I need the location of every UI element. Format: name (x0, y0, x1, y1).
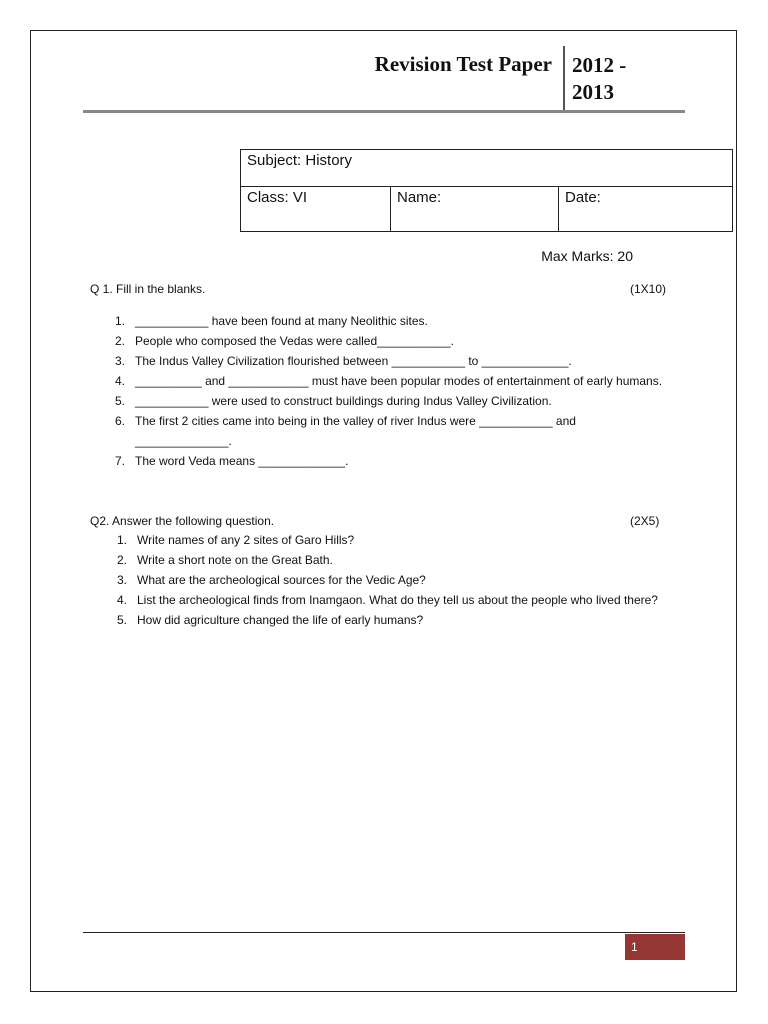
class-cell: Class: VI (241, 187, 391, 232)
page-number: 1 (625, 934, 685, 960)
list-item: 2. Write a short note on the Great Bath. (116, 553, 333, 567)
date-cell: Date: (559, 187, 733, 232)
academic-year-line1: 2012 - (572, 53, 627, 77)
list-item: 3. What are the archeological sources for the Vedic Age? (116, 573, 426, 587)
page-title: Revision Test Paper (374, 52, 552, 76)
list-item: 5. How did agriculture changed the life of early humans? (116, 613, 424, 627)
q2-list (116, 530, 675, 630)
list-item: 6. The first 2 cities came into being in the valley of river Indus were ___________ and ______________. (114, 414, 576, 448)
list-item: 7. The word Veda means _____________. (114, 454, 349, 468)
student-info-table (240, 149, 733, 232)
q1-list (114, 311, 675, 471)
q1-marks: (1X10) (630, 282, 667, 296)
list-item: 4. __________ and ____________ must have been popular modes of entertainment of early humans. (114, 374, 663, 388)
footer-rule (83, 932, 685, 933)
list-item: 1. ___________ have been found at many Neolithic sites. (114, 314, 428, 328)
q2-heading: Q2. Answer the following question. (90, 514, 275, 528)
list-item: 2. People who composed the Vedas were called___________. (114, 334, 454, 348)
max-marks: Max Marks: 20 (541, 248, 633, 264)
academic-year (572, 52, 626, 106)
q1-heading: Q 1. Fill in the blanks. (90, 282, 206, 296)
list-item: 3. The Indus Valley Civilization flourished between ___________ to _____________. (114, 354, 572, 368)
header-divider (563, 46, 565, 110)
q2-marks: (2X5) (630, 514, 660, 528)
list-item: 1. Write names of any 2 sites of Garo Hills? (116, 533, 355, 547)
academic-year-line2: 2013 (572, 80, 614, 104)
name-cell: Name: (391, 187, 559, 232)
list-item: 4. List the archeological finds from Inamgaon. What do they tell us about the people who lived there? (116, 593, 658, 607)
list-item: 5. ___________ were used to construct buildings during Indus Valley Civilization. (114, 394, 552, 408)
subject-cell: Subject: History (241, 150, 733, 187)
header-rule (83, 110, 685, 113)
